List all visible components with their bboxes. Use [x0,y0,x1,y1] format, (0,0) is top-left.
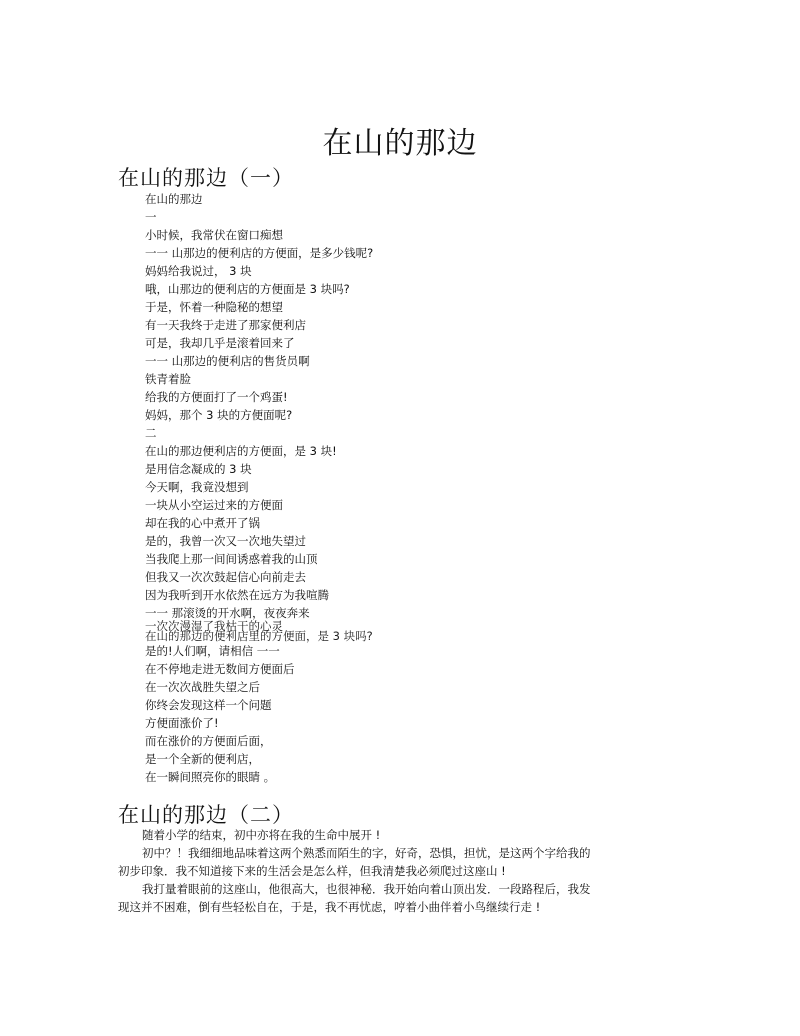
poem-line: 一一 山那边的便利店的方便面，是多少钱呢? [145,246,374,260]
section-one-heading: 在山的那边（一） [118,166,294,190]
prose-paragraph: 初中？！我细细地品味着这两个熟悉而陌生的字，好奇，恐惧，担忧，是这两个字给我的初步印象．我不知道接下来的生活会是怎么样，但我清楚我必须爬过这座山 ! [118,846,591,878]
poem-line: 是的，我曾一次又一次地失望过 [145,534,306,548]
poem-line: 妈妈，那个 3 块的方便面呢? [145,408,293,422]
poem-line: 而在涨价的方便面后面， [145,734,272,748]
poem-line: 二 [145,426,157,440]
poem-line: 在一次次战胜失望之后 [145,680,260,694]
poem-line: 一一 山那边的便利店的售货员啊 [145,354,310,368]
poem-line: 可是，我却几乎是滚着回来了 [145,336,295,350]
poem-line: 在山的那边 [145,192,203,206]
poem-line: 一次次漫湿了我枯干的心灵 [145,619,283,633]
poem-line: 是用信念凝成的 3 块 [145,462,252,476]
poem-line: 在不停地走进无数间方便面后 [145,662,295,676]
poem-line: 一块从小空运过来的方便面 [145,498,283,512]
prose-paragraph: 随着小学的结束，初中亦将在我的生命中展开 ! [142,828,381,842]
poem-line: 在一瞬间照亮你的眼睛 。 [145,770,276,784]
poem-line: 是的!人们啊，请相信 一一 [145,644,280,658]
poem-line: 在山的那边便利店的方便面，是 3 块! [145,444,337,458]
poem-line: 铁青着脸 [145,372,191,386]
poem-line: 哦，山那边的便利店的方便面是 3 块吗? [145,282,350,296]
poem-line: 但我又一次次鼓起信心向前走去 [145,570,306,584]
poem-line: 今天啊，我竟没想到 [145,480,249,494]
poem-line: 一一 那滚烫的开水啊，夜夜奔来 [145,606,310,620]
document-title: 在山的那边 [322,126,478,161]
poem-line: 是一个全新的便利店， [145,752,260,766]
poem-line: 方便面涨价了! [145,716,219,730]
poem-line: 给我的方便面打了一个鸡蛋! [145,390,288,404]
poem-line: 一 [145,210,157,224]
poem-line: 当我爬上那一间间诱惑着我的山顶 [145,552,318,566]
poem-line: 却在我的心中煮开了锅 [145,516,260,530]
prose-paragraph: 我打量着眼前的这座山，他很高大，也很神秘．我开始向着山顶出发．一段路程后，我发现这并不困难，倒有些轻松自在，于是，我不再忧虑，哼着小曲伴着小鸟继续行走 ! [118,882,591,914]
poem-line: 有一天我终于走进了那家便利店 [145,318,306,332]
section-two-heading: 在山的那边（二） [118,803,294,827]
poem-line: 妈妈给我说过， 3 块 [145,264,252,278]
poem-line: 因为我听到开水依然在远方为我喧腾 [145,588,329,602]
poem-line: 在山的那边的便利店里的方便面，是 3 块吗? [145,629,373,643]
poem-line: 你终会发现这样一个问题 [145,698,272,712]
poem-line: 于是，怀着一种隐秘的想望 [145,300,283,314]
poem-line: 小时候，我常伏在窗口痴想 [145,228,283,242]
